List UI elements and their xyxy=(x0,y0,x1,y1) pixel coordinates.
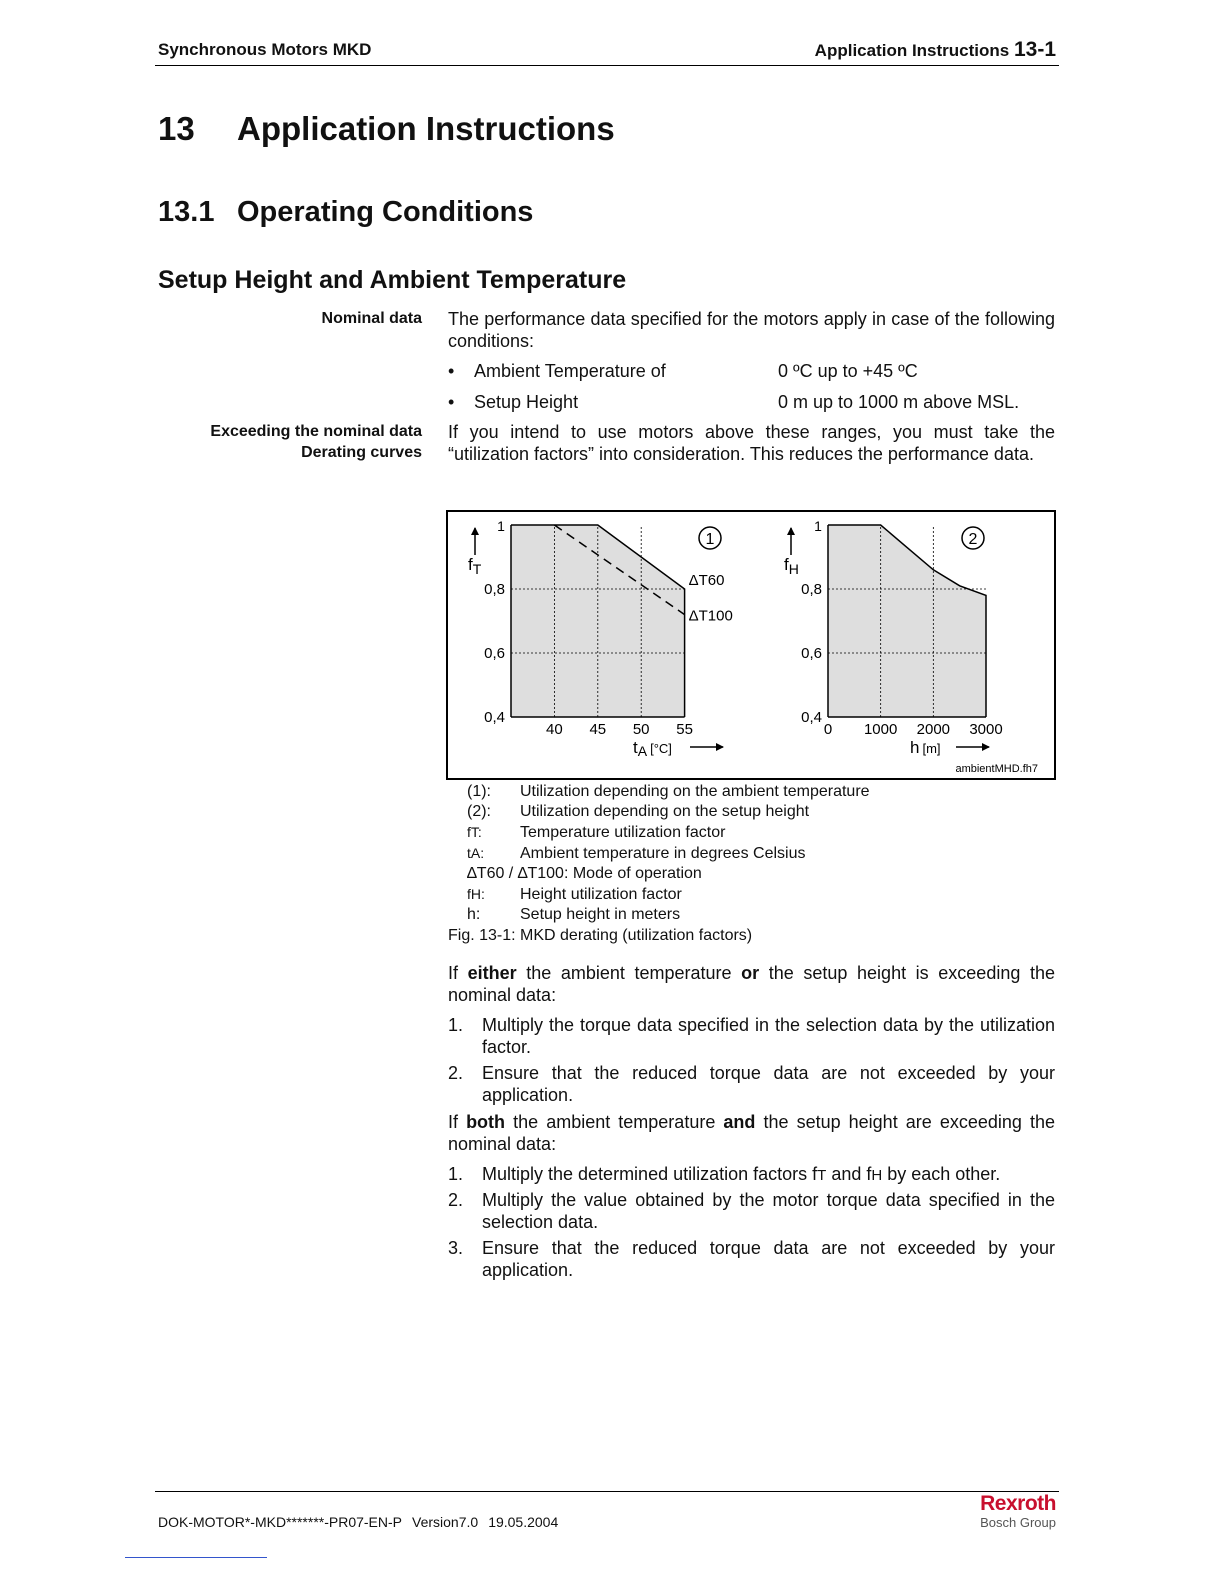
condition-label: Setup Height xyxy=(474,392,579,412)
header-title: Application Instructions xyxy=(814,41,1010,60)
chapter-title: Application Instructions xyxy=(237,110,615,147)
legend-text: Utilization depending on the ambient temperature xyxy=(520,783,870,800)
list-number: 1. xyxy=(448,1164,464,1184)
exceed-paragraph: If you intend to use motors above these ranges, you must take the “utilization factors” into consideration. This reduces the performance data. xyxy=(448,422,1055,464)
legend-text: Ambient temperature in degrees Celsius xyxy=(520,845,806,862)
y-tick-label: 0,8 xyxy=(801,581,822,598)
figure-legend xyxy=(467,782,870,925)
bullet-icon: • xyxy=(448,392,455,412)
section-heading xyxy=(158,196,533,229)
legend-key: (1): xyxy=(467,783,491,800)
x-tick-label: 0 xyxy=(823,721,833,738)
figure-caption: Fig. 13-1: MKD derating (utilization factors) xyxy=(448,927,753,944)
legend-key: tA: xyxy=(467,845,485,861)
list-item xyxy=(448,1163,1055,1187)
condition-value: 0 ºC up to +45 ºC xyxy=(778,361,918,381)
margin-note-exceeding xyxy=(210,421,422,463)
figure-file-label: ambientMHD.fh7 xyxy=(955,763,1038,775)
either-paragraph: If either the ambient temperature or the setup height is exceeding the nominal data: xyxy=(448,963,1055,1005)
y-top-label: 1 xyxy=(814,518,822,534)
list-item xyxy=(448,1237,1055,1281)
condition-label: Ambient Temperature of xyxy=(474,361,666,381)
header-rule xyxy=(155,65,1059,66)
footer-version: Version7.0 xyxy=(412,1514,479,1530)
x-tick-label: 40 xyxy=(546,721,563,738)
running-header-left: Synchronous Motors MKD xyxy=(158,40,372,59)
x-tick-label: 1000 xyxy=(863,721,898,738)
both-paragraph: If both the ambient temperature and the setup height are exceeding the nominal data: xyxy=(448,1112,1055,1154)
y-tick-label: 0,6 xyxy=(484,645,505,662)
list-text: Multiply the value obtained by the motor torque data specified in the selection data. xyxy=(482,1190,1055,1232)
page-number: 13-1 xyxy=(1013,38,1056,61)
derating-figure xyxy=(446,510,1056,780)
list-item xyxy=(448,1062,1055,1106)
list-text: Ensure that the reduced torque data are not exceeded by your application. xyxy=(482,1238,1055,1280)
list-text: Ensure that the reduced torque data are not exceeded by your application. xyxy=(482,1063,1055,1105)
legend-item xyxy=(467,884,870,905)
legend-key: h: xyxy=(467,906,481,923)
condition-value: 0 m up to 1000 m above MSL. xyxy=(778,392,1020,412)
x-tick-label: 45 xyxy=(589,721,607,738)
legend-item: ∆T60 / ∆T100: Mode of operation xyxy=(467,865,702,882)
legend-key: (2): xyxy=(467,803,491,820)
list-item xyxy=(448,1014,1055,1058)
chapter-number: 13 xyxy=(158,110,195,147)
footnote-rule xyxy=(125,1557,267,1558)
footer-rule xyxy=(155,1491,1059,1492)
y-top-label: 1 xyxy=(497,518,505,534)
legend-item xyxy=(467,822,870,843)
y-tick-label: 0,8 xyxy=(484,581,505,598)
margin-note-nominal: Nominal data xyxy=(321,310,422,327)
margin-note-derating-line: Derating curves xyxy=(301,444,422,461)
legend-text: Setup height in meters xyxy=(520,906,681,923)
brand-name: Rexroth xyxy=(980,1492,1056,1515)
chapter-heading xyxy=(158,110,615,148)
list-text: Multiply the determined utilization factors fT and fH by each other. xyxy=(482,1164,1001,1184)
list-text: Multiply the torque data specified in the selection data by the utilization factor. xyxy=(482,1015,1055,1057)
legend-text: Utilization depending on the setup height xyxy=(520,803,810,820)
y-axis-label: $f_H$ xyxy=(784,555,799,577)
y-tick-label: 0,6 xyxy=(801,645,822,662)
list-number: 2. xyxy=(448,1063,464,1083)
section-title: Operating Conditions xyxy=(237,196,534,228)
brand-group: Bosch Group xyxy=(980,1515,1056,1530)
legend-key: fH: xyxy=(467,886,485,902)
y-axis-label: $f_T$ xyxy=(468,555,482,577)
temperature-derating-chart xyxy=(468,518,733,759)
margin-note-exceeding-line: Exceeding the nominal data xyxy=(210,423,422,440)
x-axis-label: tA [°C] xyxy=(633,738,672,759)
list-number: 2. xyxy=(448,1190,464,1210)
legend-text: Temperature utilization factor xyxy=(520,824,726,841)
bullet-icon: • xyxy=(448,361,455,381)
legend-item xyxy=(467,843,870,864)
chart-marker-number: 2 xyxy=(968,531,978,548)
list-item xyxy=(448,1189,1055,1233)
subsection-heading: Setup Height and Ambient Temperature xyxy=(158,266,627,294)
legend-item xyxy=(467,802,870,822)
legend-text: Height utilization factor xyxy=(520,886,682,903)
running-header-right xyxy=(815,38,1056,62)
height-derating-chart xyxy=(784,518,1003,757)
list-number: 3. xyxy=(448,1238,464,1258)
legend-item xyxy=(467,905,870,925)
x-tick-label: 55 xyxy=(676,721,693,738)
derating-charts-svg xyxy=(448,512,1054,778)
condition-row xyxy=(448,361,918,382)
series-label: ΔT100 xyxy=(688,607,733,625)
section-number: 13.1 xyxy=(158,196,215,228)
legend-item xyxy=(467,782,870,802)
x-tick-label: 50 xyxy=(632,721,650,738)
brand-logo xyxy=(980,1492,1056,1530)
legend-key: fT: xyxy=(467,824,482,840)
series-label: ΔT60 xyxy=(688,572,725,589)
list-number: 1. xyxy=(448,1015,464,1035)
y-tick-label: 0,4 xyxy=(484,709,505,726)
chart-marker-number: 1 xyxy=(705,531,715,548)
footer-date: 19.05.2004 xyxy=(488,1514,559,1530)
x-tick-label: 3000 xyxy=(969,721,1003,738)
footer-doc-info xyxy=(158,1514,568,1530)
shaded-area xyxy=(828,525,986,717)
x-axis-label: h [m] xyxy=(910,738,941,757)
intro-paragraph: The performance data specified for the motors apply in case of the following conditions: xyxy=(448,309,1055,351)
y-tick-label: 0,4 xyxy=(801,709,822,726)
footer-doc-id: DOK-MOTOR*-MKD*******-PR07-EN-P xyxy=(158,1514,403,1530)
x-tick-label: 2000 xyxy=(916,721,951,738)
condition-row xyxy=(448,392,1019,413)
